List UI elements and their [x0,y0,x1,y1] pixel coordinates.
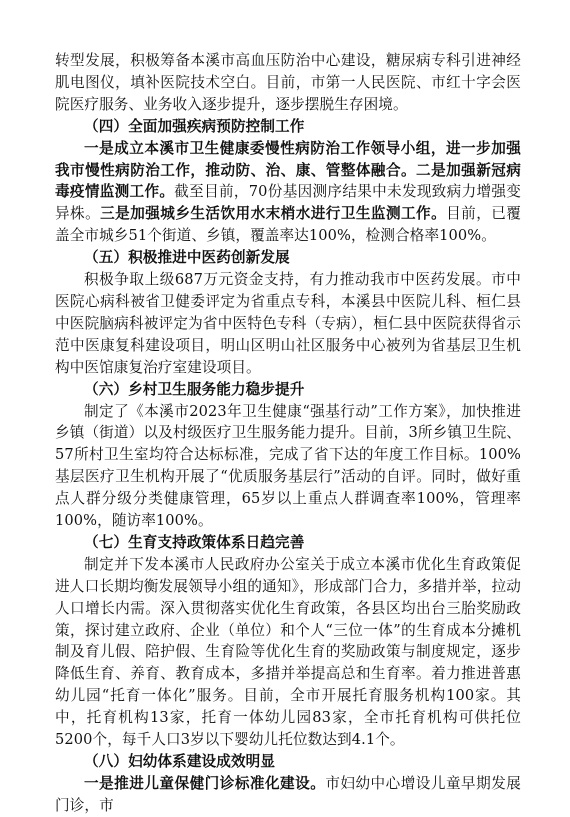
paragraph-rural-health: 制定了《本溪市2023年卫生健康“强基行动”工作方案》，加快推进乡镇（街道）以及村级医疗卫生服务能力提升。目前，3所乡镇卫生院、57所村卫生室均符合达标标准，完成了省下达的年度工作目标。100%基层医疗卫生机构开展了“优质服务基层行”活动的自评。同时，做好重点人群分级分类健康管理，65岁以上重点人群调查率100%，管理率100%，随访率100%。 [55,402,521,530]
paragraph-fertility: 制定并下发本溪市人民政府办公室关于成立本溪市优化生育政策促进人口长期均衡发展领导小组的通知》，形成部门合力，多措并举，拉动人口增长内需。深入贯彻落实优化生育政策，各县区均出台三胎奖励政策，探讨建立政府、企业（单位）和个人“三位一体”的生育成本分摊机制及育儿假、陪护假、生育险等优化生育的奖励政策与制度规定，逐步降低生育、养育、教育成本，多措并举提高总和生育率。着力推进普惠幼儿园“托育一体化”服务。目前，全市开展托育服务机构100家。其中，托育机构13家，托育一体幼儿园83家，全市托育机构可供托位5200个，每千人口3岁以下婴幼儿托位数达到4.1个。 [55,555,521,749]
section-heading-5: （五）积极推进中医药创新发展 [84,249,290,267]
bold-text: 一是成立本溪市卫生健康委慢性病防治工作领导小组，进一步加强我市慢性病防治工作，推动防、治、康、管整体融合。二是加强新冠病毒疫情监测工作。 [55,139,521,201]
section-heading-6: （六）乡村卫生服务能力稳步提升 [84,380,305,398]
body-text: 目前，已覆盖全市城乡51个街道、乡镇，覆盖率达100%，检测合格率100%。 [55,205,521,245]
document-body [55,50,521,817]
paragraph-maternal-child [55,773,521,817]
section-heading-8: （八）妇幼体系建设成效明显 [84,753,276,770]
section-heading-4: （四）全面加强疾病预防控制工作 [84,117,305,135]
body-text: 市妇幼中心增设儿童早期发展门诊，市 [55,774,521,814]
body-text: 截至目前，70份基因测序结果中未发现致病力增强变异株。 [55,183,521,223]
bold-text: 三是加强城乡生活饮用水末梢水进行卫生监测工作。 [100,205,447,223]
paragraph-tcm: 积极争取上级687万元资金支持，有力推动我市中医药发展。市中医院心病科被省卫健委评定为省重点专科，本溪县中医院儿科、桓仁县中医院脑病科被评定为省中医特色专科（专病），桓仁县中医院获得省示范中医康复科建设项目，明山区明山社区服务中心被列为省基层卫生机构中医馆康复治疗室建设项目。 [55,271,521,376]
paragraph-disease-control [55,138,521,248]
bold-text: 一是推进儿童保健门诊标准化建设。 [84,774,326,792]
section-heading-7: （七）生育支持政策体系日趋完善 [84,533,305,551]
paragraph-continued: 转型发展，积极筹备本溪市高血压防治中心建设，糖尿病专科引进神经肌电图仪，填补医院技术空白。目前，市第一人民医院、市红十字会医院医疗服务、业务收入逐步提升，逐步摆脱生存困境。 [55,52,521,113]
